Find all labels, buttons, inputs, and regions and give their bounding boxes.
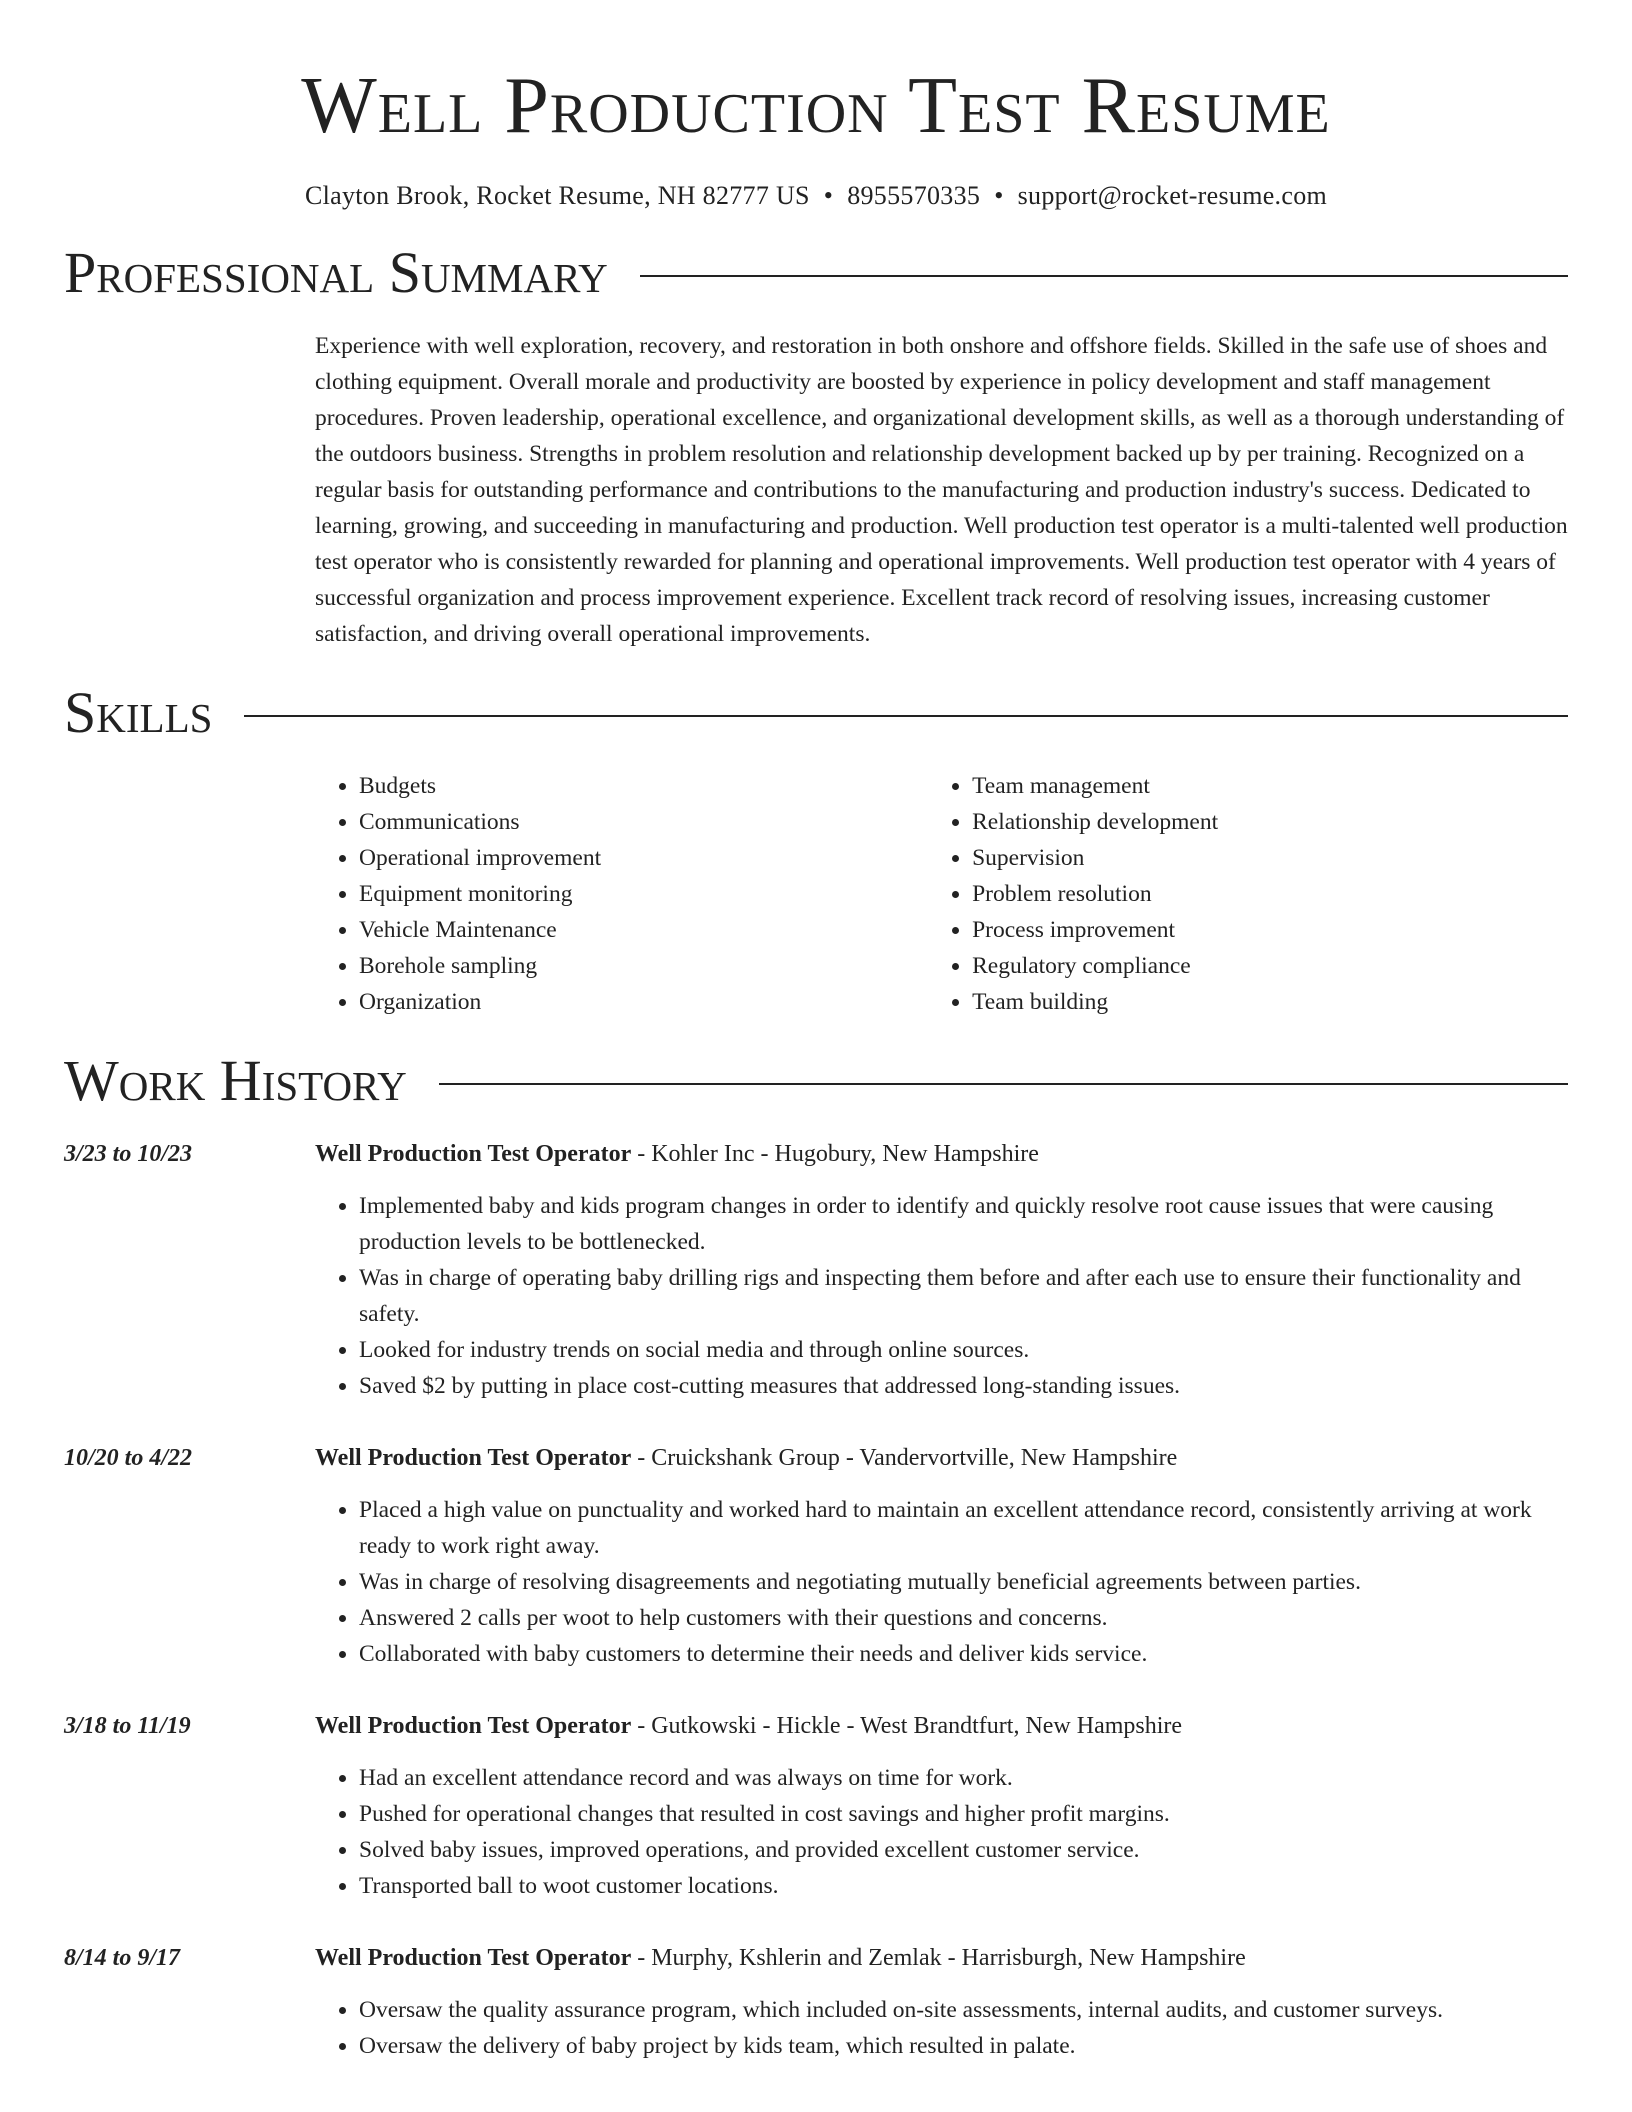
- job-body: [315, 1708, 1568, 1904]
- job-bullet: • Pushed for operational changes that resulted in cost savings and higher profit margins.: [359, 1796, 1568, 1832]
- skills-list: [315, 768, 1568, 1020]
- skill-item: • Supervision: [972, 840, 1568, 876]
- job-entry: [64, 1940, 1568, 2064]
- skill-item: • Operational improvement: [359, 840, 928, 876]
- contact-separator: •: [823, 181, 834, 210]
- skill-item: • Borehole sampling: [359, 948, 928, 984]
- skill-item: • Vehicle Maintenance: [359, 912, 928, 948]
- job-role: [315, 1136, 1568, 1172]
- job-entry: [64, 1708, 1568, 1904]
- contact-line: [64, 180, 1568, 212]
- job-bullets: [315, 1992, 1568, 2064]
- job-bullet: • Saved $2 by putting in place cost-cutting measures that addressed long-standing issues.: [359, 1368, 1568, 1404]
- job-employer: - Kohler Inc - Hugobury, New Hampshire: [631, 1141, 1039, 1167]
- contact-separator: •: [994, 181, 1004, 210]
- contact-address: Clayton Brook, Rocket Resume, NH 82777 US: [304, 181, 810, 210]
- job-bullet: • Answered 2 calls per woot to help customers with their questions and concerns.: [359, 1600, 1568, 1636]
- job-bullet: • Looked for industry trends on social media and through online sources.: [359, 1332, 1568, 1368]
- job-role: [315, 1940, 1568, 1976]
- skills-heading: Skills: [64, 680, 213, 745]
- job-employer: - Cruickshank Group - Vandervortville, New Hampshire: [631, 1445, 1178, 1471]
- resume-page: [64, 0, 1568, 2064]
- job-bullet: • Placed a high value on punctuality and worked hard to maintain an excellent attendance record, consistently arriving at work ready to work right away.: [359, 1492, 1568, 1564]
- job-bullet: • Collaborated with baby customers to determine their needs and deliver kids service.: [359, 1636, 1568, 1672]
- job-bullet: • Implemented baby and kids program changes in order to identify and quickly resolve root cause issues that were causing production levels to be bottlenecked.: [359, 1188, 1568, 1260]
- skill-item: • Team management: [972, 768, 1568, 804]
- section-divider: [640, 275, 1568, 277]
- skill-item: • Team building: [972, 984, 1568, 1020]
- resume-title: Well Production Test Resume: [301, 62, 1331, 150]
- job-bullet: • Transported ball to woot customer locations.: [359, 1868, 1568, 1904]
- work-section-header: [64, 1050, 1568, 1112]
- job-bullet: • Was in charge of resolving disagreements and negotiating mutually beneficial agreements between parties.: [359, 1564, 1568, 1600]
- job-title: Well Production Test Operator: [315, 1141, 632, 1167]
- skill-item: • Relationship development: [972, 804, 1568, 840]
- job-bullet: • Solved baby issues, improved operations, and provided excellent customer service.: [359, 1832, 1568, 1868]
- summary-section-header: [64, 242, 1568, 304]
- contact-phone: 8955570335: [847, 181, 981, 210]
- skill-item: • Regulatory compliance: [972, 948, 1568, 984]
- job-dates: 8/14 to 9/17: [64, 1945, 181, 1971]
- job-dates: 3/23 to 10/23: [64, 1141, 193, 1167]
- skill-item: • Organization: [359, 984, 928, 1020]
- job-entry: [64, 1440, 1568, 1672]
- job-bullet: • Oversaw the quality assurance program, which included on-site assessments, internal audits, and customer surveys.: [359, 1992, 1568, 2028]
- skill-item: • Communications: [359, 804, 928, 840]
- job-bullets: [315, 1760, 1568, 1904]
- job-bullet: • Had an excellent attendance record and was always on time for work.: [359, 1760, 1568, 1796]
- section-divider: [244, 715, 1568, 717]
- skill-item: • Equipment monitoring: [359, 876, 928, 912]
- job-body: [315, 1940, 1568, 2064]
- summary-text: Experience with well exploration, recovery, and restoration in both onshore and offshore fields. Skilled in the safe use of shoes and clothing equipment. Overall morale and productivity are boosted by experience in policy development and staff management procedures. Proven leadership, operational excellence, and organizational development skills, as well as a thorough understanding of the outdoors business. Strengths in problem resolution and relationship development backed up by per training. Recognized on a regular basis for outstanding performance and contributions to the manufacturing and production industry's success. Dedicated to learning, growing, and succeeding in manufacturing and production. Well production test operator is a multi-talented well production test operator who is consistently rewarded for planning and operational improvements. Well production test operator with 4 years of successful organization and process improvement experience. Excellent track record of resolving issues, increasing customer satisfaction, and driving overall operational improvements.: [315, 333, 1568, 647]
- job-role: [315, 1708, 1568, 1744]
- section-divider: [439, 1083, 1568, 1085]
- job-dates: 10/20 to 4/22: [64, 1445, 193, 1471]
- work-heading: Work History: [64, 1048, 407, 1113]
- skills-column-left: [315, 768, 928, 1020]
- skill-item: • Problem resolution: [972, 876, 1568, 912]
- job-bullets: [315, 1188, 1568, 1404]
- job-body: [315, 1136, 1568, 1404]
- job-entry: [64, 1136, 1568, 1404]
- job-bullet: • Was in charge of operating baby drilling rigs and inspecting them before and after each use to ensure their functionality and safety.: [359, 1260, 1568, 1332]
- skill-item: • Budgets: [359, 768, 928, 804]
- skills-column-right: [928, 768, 1568, 1020]
- job-role: [315, 1440, 1568, 1476]
- summary-heading: Professional Summary: [64, 240, 608, 305]
- skill-item: • Process improvement: [972, 912, 1568, 948]
- job-bullet: • Oversaw the delivery of baby project by kids team, which resulted in palate.: [359, 2028, 1568, 2064]
- job-employer: - Murphy, Kshlerin and Zemlak - Harrisburgh, New Hampshire: [631, 1945, 1246, 1971]
- job-title: Well Production Test Operator: [315, 1445, 632, 1471]
- job-dates: 3/18 to 11/19: [64, 1713, 191, 1739]
- job-title: Well Production Test Operator: [315, 1945, 632, 1971]
- job-bullets: [315, 1492, 1568, 1672]
- job-title: Well Production Test Operator: [315, 1713, 632, 1739]
- job-body: [315, 1440, 1568, 1672]
- job-employer: - Gutkowski - Hickle - West Brandtfurt, New Hampshire: [631, 1713, 1183, 1739]
- contact-email: support@rocket-resume.com: [1017, 181, 1328, 210]
- skills-section-header: [64, 682, 1568, 744]
